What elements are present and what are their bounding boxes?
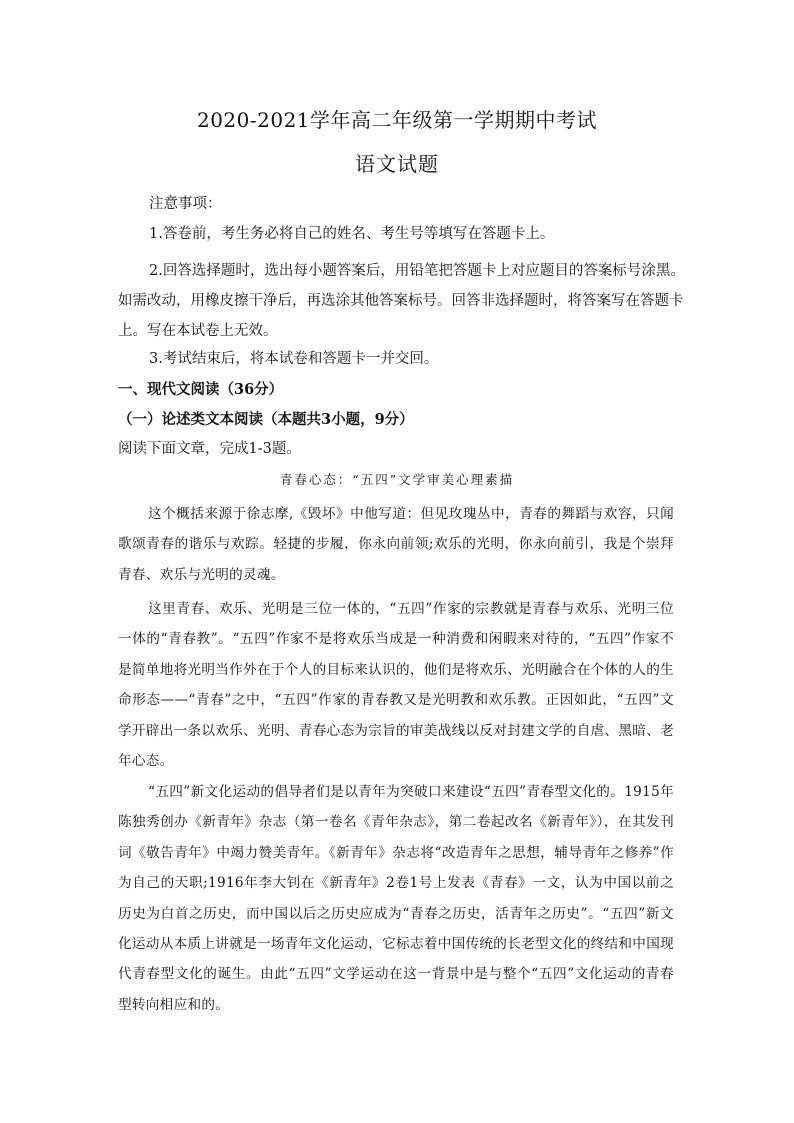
- notice-heading: 注意事项：: [149, 196, 222, 212]
- article-paragraph-1: 这个概括来源于徐志摩,《毁坏》中他写道：但见玫瑰丛中，青春的舞蹈与欢容，只闻歌颂青春的谐乐与欢踪。轻捷的步履，你永向前领;欢乐的光明，你永向前引，我是个崇拜青春、欢乐与光明的灵魂。: [118, 506, 674, 583]
- article-paragraph-2: 这里青春、欢乐、光明是三位一体的，“五四”作家的宗教就是青春与欢乐、光明三位一体的“青春教”。“五四”作家不是将欢乐当成是一种消费和闲暇来对待的，“五四”作家不是简单地将光明当作外在于个人的目标来认识的，他们是将欢乐、光明融合在个体的人的生命形态——“青春”之中，“五四”作家的青春教又是光明教和欢乐教。正因如此，“五四”文学开辟出一条以欢乐、光明、青春心态为宗旨的审美战线以反对封建文学的自虐、黑暗、老年心态。: [118, 601, 674, 770]
- notice-item-3: 3.考试结束后，将本试卷和答题卡一并交回。: [149, 351, 439, 367]
- notice-item-2: 2.回答选择题时，选出每小题答案后，用铅笔把答题卡上对应题目的答案标号涂黑。如需改动，用橡皮擦干净后，再选涂其他答案标号。回答非选择题时，将答案写在答题卡上。写在本试卷上无效。: [118, 263, 685, 339]
- section-subheading: （一）论述类文本阅读（本题共3小题，9分）: [118, 411, 414, 428]
- article-paragraph-3: “五四”新文化运动的倡导者们是以青年为突破口来建设“五四”青春型文化的。1915年陈独秀创办《新青年》杂志（第一卷名《青年杂志》，第二卷起改名《新青年》），在其发刊词《敬告青年》中竭力赞美青年。《新青年》杂志将“改造青年之思想，辅导青年之修养”作为自己的天职;1916年李大钊在《新青年》2卷1号上发表《青春》一文，认为中国以前之历史为白首之历史，而中国以后之历史应成为“青春之历史，活青年之历史”。“五四”新文化运动从本质上讲就是一场青年文化运动，它标志着中国传统的长老型文化的终结和中国现代青春型文化的诞生。由此“五四”文学运动在这一背景中是与整个“五四”文化运动的青春型转向相应和的。: [118, 784, 674, 1013]
- section-instruction: 阅读下面文章，完成1-3题。: [118, 441, 301, 457]
- exam-title: 2020-2021学年高二年级第一学期期中考试: [196, 108, 598, 132]
- exam-subtitle: 语文试题: [355, 152, 439, 176]
- notice-item-1: 1.答卷前，考生务必将自己的姓名、考生号等填写在答题卡上。: [149, 226, 555, 242]
- section-heading: 一、现代文阅读（36分）: [118, 381, 284, 398]
- article-title: 青春心态：“五四”文学审美心理素描: [279, 472, 515, 487]
